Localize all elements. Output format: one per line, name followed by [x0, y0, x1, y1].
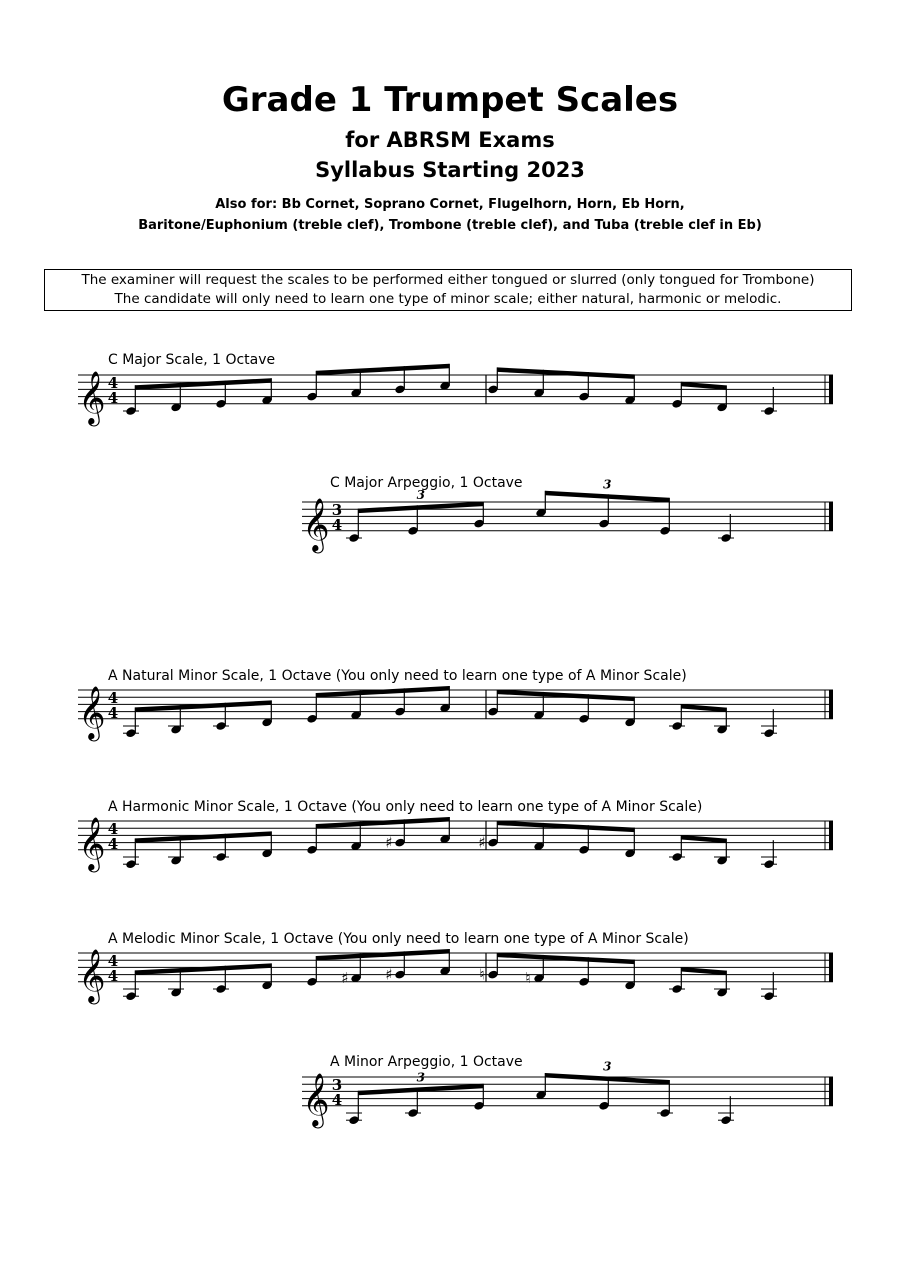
- treble-clef-icon: 𝄞: [78, 815, 106, 870]
- treble-clef-icon: 𝄞: [78, 947, 106, 1002]
- time-signature-bottom: 4: [331, 1091, 343, 1109]
- note-beam: [135, 700, 271, 712]
- note-beam: [316, 949, 449, 961]
- time-signature-top: 3: [331, 501, 343, 519]
- note-beam: [497, 690, 634, 702]
- note-beam: [681, 704, 726, 712]
- time-signature-top: 4: [107, 952, 119, 970]
- note-beam: [497, 367, 634, 379]
- staff-label-c-major-scale: C Major Scale, 1 Octave: [108, 352, 276, 368]
- note-beam: [545, 1073, 669, 1085]
- time-signature-bottom: 4: [107, 704, 119, 722]
- also-for-line-1: Also for: Bb Cornet, Soprano Cornet, Flugelhorn, Horn, Eb Horn,: [215, 197, 685, 212]
- sharp-icon: ♯: [341, 969, 349, 988]
- time-signature-bottom: 4: [107, 835, 119, 853]
- tuplet-number: 3: [603, 1059, 612, 1074]
- staff-label-a-natural-minor: A Natural Minor Scale, 1 Octave (You only need to learn one type of A Minor Scale): [108, 668, 687, 684]
- page-title: Grade 1 Trumpet Scales: [221, 80, 679, 120]
- time-signature-top: 4: [107, 820, 119, 838]
- note-beam: [316, 817, 449, 829]
- note-beam: [135, 963, 271, 975]
- natural-icon: ♮: [525, 969, 531, 988]
- note-beam: [358, 1084, 483, 1096]
- sharp-icon: ♯: [385, 833, 393, 852]
- treble-clef-icon: 𝄞: [302, 1071, 330, 1126]
- time-signature-top: 4: [107, 374, 119, 392]
- note-beam: [681, 967, 726, 975]
- note-beam: [497, 953, 634, 965]
- note-beam: [545, 491, 669, 503]
- time-signature-bottom: 4: [107, 967, 119, 985]
- syllabus-title: Syllabus Starting 2023: [315, 158, 585, 182]
- staff-label-c-major-arpeggio: C Major Arpeggio, 1 Octave: [330, 475, 523, 491]
- tuplet-number: 3: [416, 1070, 425, 1085]
- note-beam: [135, 378, 271, 390]
- also-for-line-2: Baritone/Euphonium (treble clef), Trombone (treble clef), and Tuba (treble clef in Eb): [138, 218, 762, 233]
- note-beam: [316, 364, 449, 376]
- note-beam: [681, 835, 726, 843]
- staff-label-a-minor-arpeggio: A Minor Arpeggio, 1 Octave: [330, 1054, 523, 1070]
- sharp-icon: ♯: [385, 965, 393, 984]
- page-subtitle: for ABRSM Exams: [345, 128, 555, 152]
- sharp-icon: ♯: [478, 833, 486, 852]
- staff-label-a-harmonic-minor: A Harmonic Minor Scale, 1 Octave (You only need to learn one type of A Minor Scale): [108, 799, 703, 815]
- time-signature-top: 4: [107, 689, 119, 707]
- note-beam: [681, 382, 726, 390]
- note-beam: [135, 831, 271, 843]
- time-signature-bottom: 4: [107, 389, 119, 407]
- staff-label-a-melodic-minor: A Melodic Minor Scale, 1 Octave (You only need to learn one type of A Minor Scale): [108, 931, 689, 947]
- time-signature-top: 3: [331, 1076, 343, 1094]
- tuplet-number: 3: [603, 477, 612, 492]
- treble-clef-icon: 𝄞: [78, 684, 106, 739]
- treble-clef-icon: 𝄞: [78, 369, 106, 424]
- notice-line-1: The examiner will request the scales to be performed either tongued or slurred (only tongued for Trombone): [81, 272, 815, 288]
- note-beam: [358, 502, 483, 513]
- tuplet-number: 3: [416, 488, 425, 503]
- natural-icon: ♮: [479, 965, 485, 984]
- note-beam: [497, 821, 634, 833]
- note-beam: [316, 686, 449, 698]
- time-signature-bottom: 4: [331, 516, 343, 534]
- treble-clef-icon: 𝄞: [302, 496, 330, 551]
- notice-line-2: The candidate will only need to learn one type of minor scale; either natural, harmonic or melodic.: [114, 291, 782, 307]
